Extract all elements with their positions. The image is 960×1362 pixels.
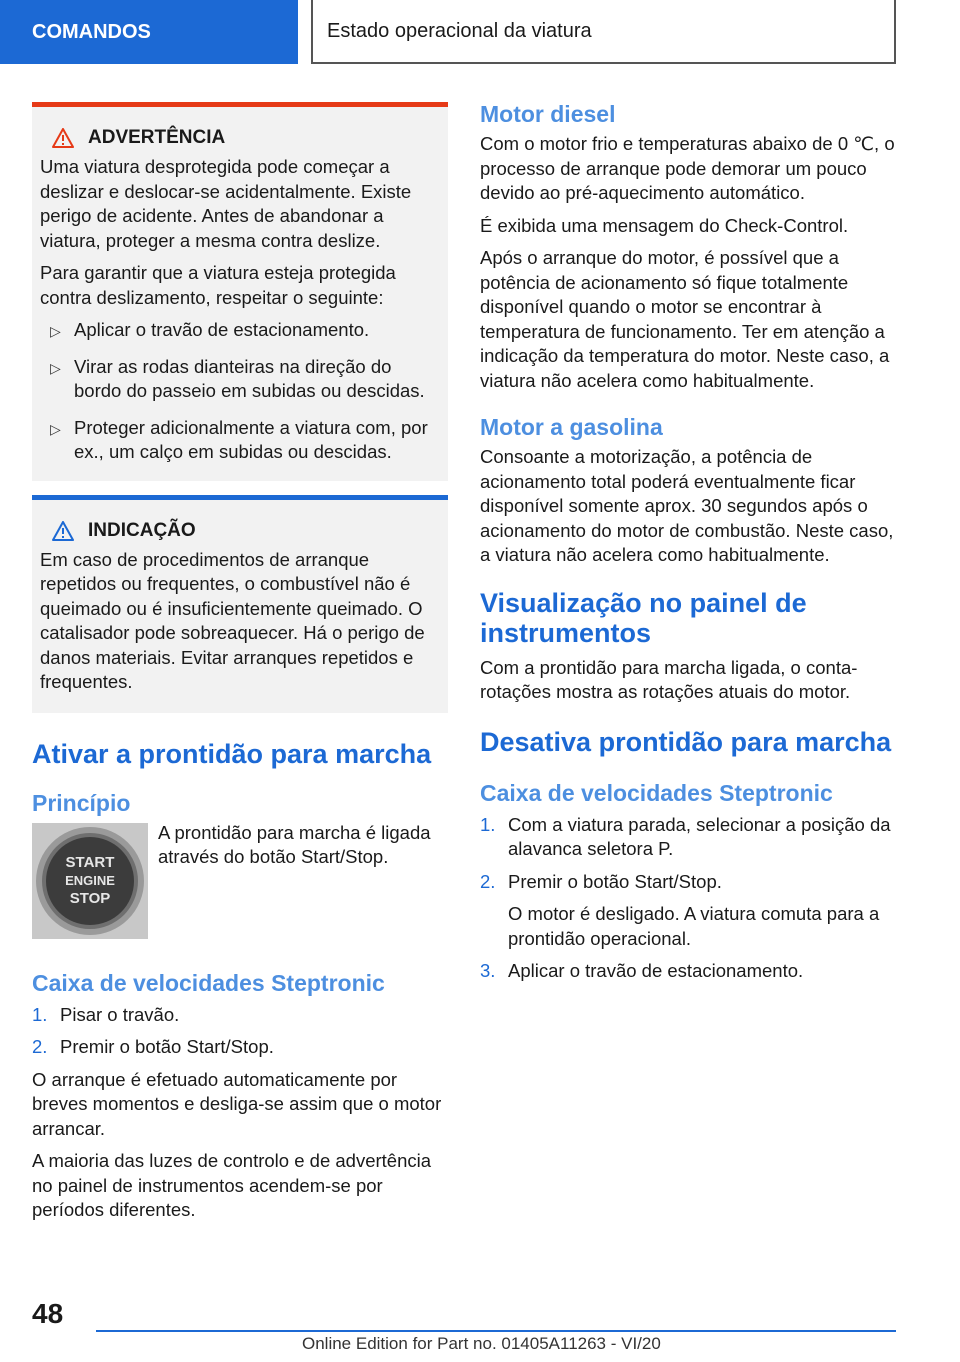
step-text: Com a viatura parada, selecionar a posição da alavanca seletora P. (508, 813, 891, 859)
warning-triangle-icon (52, 128, 74, 148)
list-item (40, 416, 440, 465)
steptronic-heading-deactivate: Caixa de velocidades Steptronic (480, 779, 833, 806)
activate-paragraph-2: A maioria das luzes de controlo e de advertência no painel de instrumentos acendem-se por períodos diferentes. (32, 1150, 432, 1220)
notice-title-text: INDICAÇÃO (88, 519, 196, 541)
warning-paragraph-2: Para garantir que a viatura esteja protegida contra deslizamento, respeitar o seguinte: (40, 262, 396, 308)
list-item (480, 870, 896, 952)
button-label-stop: STOP (69, 889, 111, 907)
petrol-heading: Motor a gasolina (480, 414, 663, 440)
button-label-start: START (65, 853, 115, 871)
notice-title (40, 520, 440, 542)
bullet-triangle-icon: ▷ (50, 420, 61, 437)
principle-heading: Princípio (32, 789, 131, 816)
list-item (480, 959, 896, 984)
list-item-text: Aplicar o travão de estacionamento. (74, 319, 370, 340)
warning-paragraph-1: Uma viatura desprotegida pode começar a deslizar e deslocar-se acidentalmente. Existe perigo de acidente. Antes de abandonar a viatura, proteger a mesma contra deslize. (40, 156, 412, 251)
page-number: 48 (32, 1298, 64, 1329)
start-stop-button-image (32, 823, 148, 939)
diesel-paragraph-1: Com o motor frio e temperaturas abaixo de 0 ℃, o processo de arranque pode demorar um pouco devido ao pré-aquecimento automático. (480, 133, 895, 203)
list-item (480, 813, 896, 862)
principle-text: A prontidão para marcha é ligada através do botão Start/Stop. (158, 821, 431, 867)
step-number: 1. (480, 813, 496, 835)
diesel-heading: Motor diesel (480, 101, 616, 127)
warning-list (40, 318, 440, 465)
button-label-engine: ENGINE (65, 872, 115, 888)
list-item (32, 1035, 448, 1060)
page-header-title: Estado operacional da viatura (311, 0, 896, 64)
warning-title-text: ADVERTÊNCIA (88, 127, 226, 148)
step-number: 2. (32, 1036, 48, 1057)
bullet-triangle-icon: ▷ (50, 359, 61, 376)
petrol-paragraph: Consoante a motorização, a potência de acionamento total poderá eventualmente ficar disponível somente aprox. 30 segundos após o acionamento do motor de combustão. Neste caso, a viatura não acelera como habitualmente. (480, 446, 894, 565)
list-item (32, 1003, 448, 1028)
notice-paragraph: Em caso de procedimentos de arranque repetidos ou frequentes, o combustível não é queimado ou é insuficientemente queimado. O catalisador pode sobreaquecer. Há o perigo de danos materiais. Evitar arranques repetidos e frequentes. (40, 548, 425, 692)
left-column (32, 102, 448, 1231)
section-tab: COMANDOS (0, 0, 298, 64)
display-heading: Visualização no painel de instrumentos (480, 587, 807, 648)
activate-steps (32, 1003, 448, 1060)
principle-section (32, 823, 448, 939)
diesel-paragraph-3: Após o arranque do motor, é possível que a potência de acionamento só fique totalmente disponível quando o motor se encontrar à temperatura de funcionamento. Ter em atenção a indicação da temperatura do motor. Neste caso, a viatura não acelera como habitualmente. (480, 247, 890, 391)
activate-paragraph-1: O arranque é efetuado automaticamente por breves momentos e desliga-se assim que o motor arrancar. (32, 1068, 442, 1139)
footer-divider (96, 1330, 896, 1332)
warning-title (40, 127, 440, 149)
footer-edition: Online Edition for Part no. 01405A11263 - VI/20 (302, 1334, 661, 1353)
step-text: Premir o botão Start/Stop. (60, 1036, 274, 1057)
activate-heading: Ativar a prontidão para marcha (32, 738, 432, 769)
deactivate-steps (480, 813, 896, 984)
steptronic-heading-activate: Caixa de velocidades Steptronic (32, 969, 385, 996)
step-text: Premir o botão Start/Stop. (508, 870, 722, 892)
step-text: Aplicar o travão de estacionamento. (508, 960, 804, 981)
warning-box (32, 102, 448, 481)
bullet-triangle-icon: ▷ (50, 323, 61, 339)
list-item (40, 355, 440, 404)
list-item (40, 318, 440, 343)
step-number: 2. (480, 870, 496, 892)
list-item-text: Proteger adicionalmente a viatura com, por ex., um calço em subidas ou descidas. (74, 416, 428, 462)
right-column (480, 100, 896, 992)
notice-triangle-icon (52, 521, 74, 541)
step-text: Pisar o travão. (60, 1003, 180, 1025)
step-subtext: O motor é desligado. A viatura comuta para a prontidão operacional. (508, 903, 880, 949)
diesel-paragraph-2: É exibida uma mensagem do Check-Control. (480, 214, 849, 236)
list-item-text: Virar as rodas dianteiras na direção do bordo do passeio em subidas ou descidas. (74, 355, 425, 401)
step-number: 3. (480, 960, 496, 981)
deactivate-heading: Desativa prontidão para marcha (480, 726, 892, 757)
step-number: 1. (32, 1003, 48, 1025)
display-paragraph: Com a prontidão para marcha ligada, o conta-rotações mostra as rotações atuais do motor. (480, 656, 858, 702)
notice-box (32, 495, 448, 713)
